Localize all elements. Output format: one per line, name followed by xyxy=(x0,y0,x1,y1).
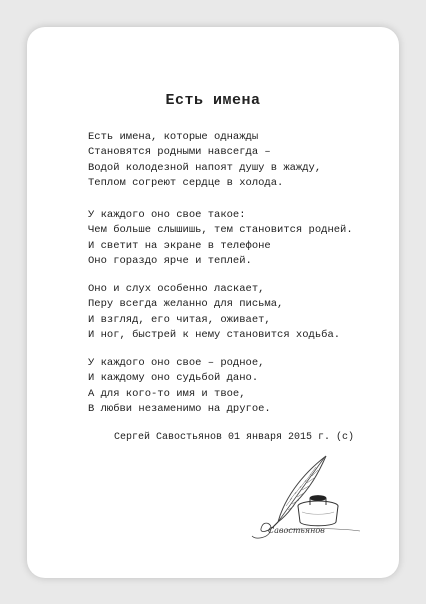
poem-line: Есть имена, которые однажды xyxy=(88,131,259,143)
attribution: Сергей Савостьянов 01 января 2015 г. (с) xyxy=(113,432,354,443)
poem-line: Чем больше слышишь, тем становится родней. xyxy=(88,224,353,237)
poem-line: Становятся родными навсегда – xyxy=(88,146,271,159)
poem-line: Оно гораздо ярче и теплей. xyxy=(88,255,252,268)
handwritten-signature: Савостьянов xyxy=(268,526,325,535)
stanza-4 xyxy=(88,356,271,418)
poem-line: Оно и слух особенно ласкает, xyxy=(88,283,265,295)
poem-line: И каждому оно судьбой дано. xyxy=(88,372,259,385)
stanza-1 xyxy=(88,130,321,192)
stanza-3 xyxy=(88,282,340,344)
poem-line: А для кого-то имя и твое, xyxy=(88,387,246,400)
stanza-2 xyxy=(88,208,353,270)
poem-line: В любви незаменимо на другое. xyxy=(88,403,271,416)
poem-line: У каждого оно свое – родное, xyxy=(88,357,265,369)
poem-line: Водой колодезной напоят душу в жажду, xyxy=(88,161,322,174)
poem-line: Теплом согреют сердце в холода. xyxy=(88,177,284,190)
poem-line: У каждого оно свое такое: xyxy=(88,209,246,221)
poem-line: Перу всегда желанно для письма, xyxy=(88,298,284,311)
poem-line: И ног, быстрей к нему становится ходьба. xyxy=(88,329,341,342)
poem-title: Есть имена xyxy=(165,92,261,109)
poem-line: И взгляд, его читая, оживает, xyxy=(88,313,271,326)
poem-line: И светит на экране в телефоне xyxy=(88,239,271,252)
